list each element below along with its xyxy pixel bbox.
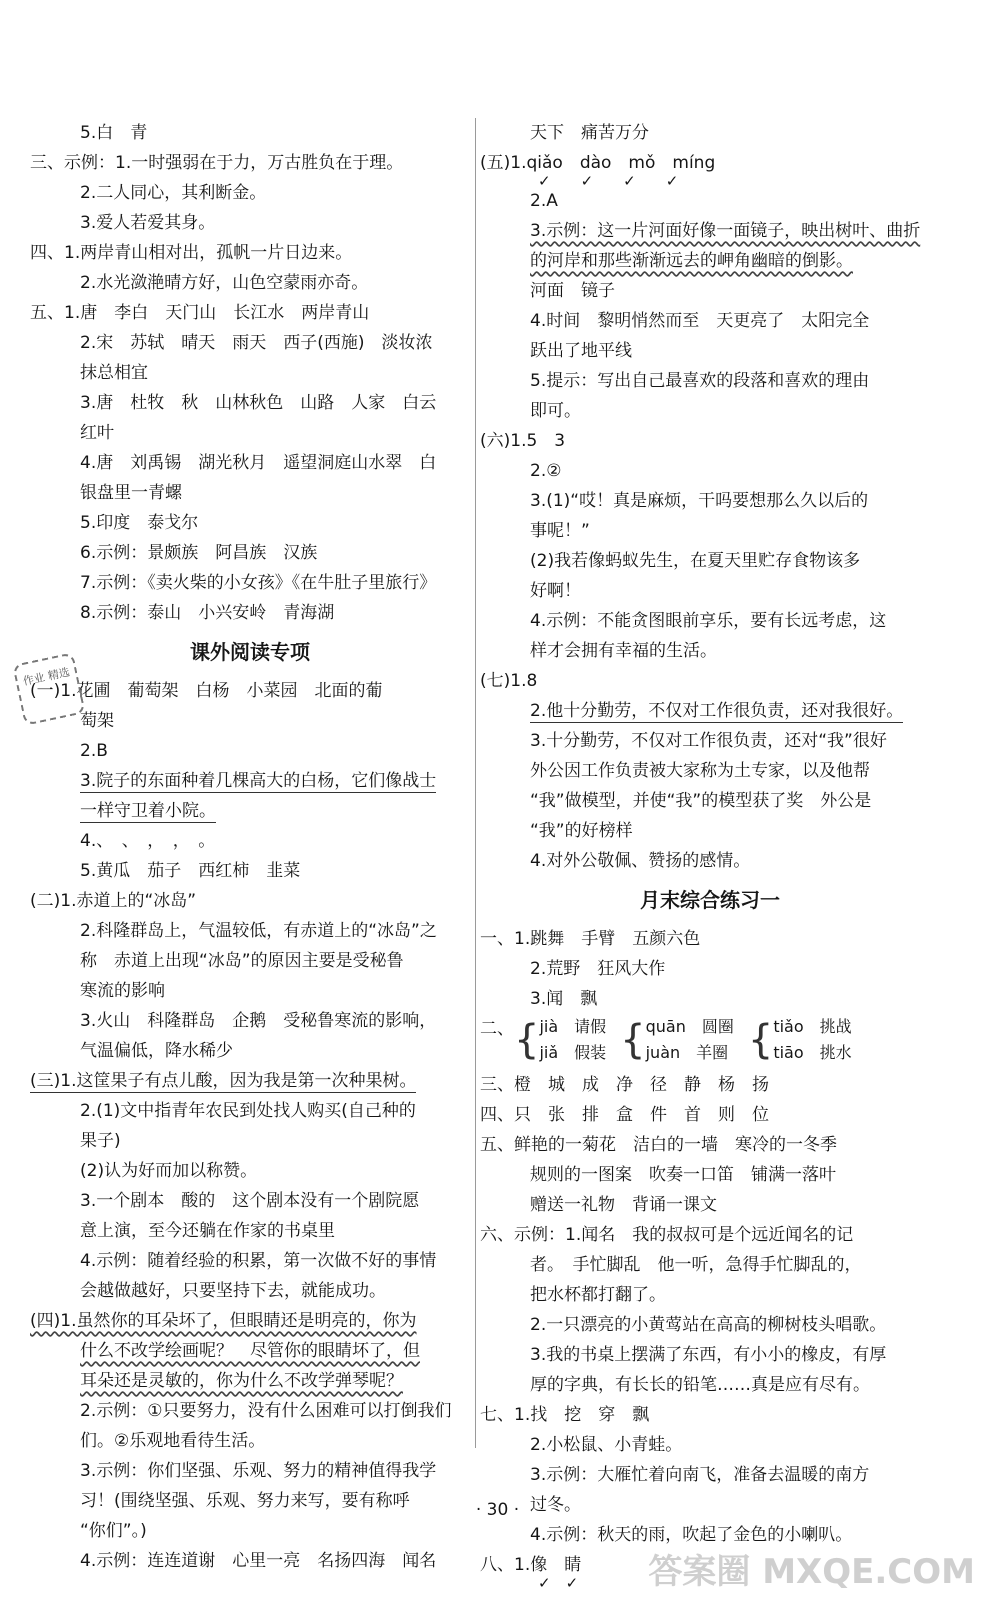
answer-line — [30, 1306, 470, 1336]
answer-line — [480, 1310, 940, 1340]
answer-text: 称 赤道上出现“冰岛”的原因主要是受秘鲁 — [80, 951, 404, 971]
check-marks: ✓ ✓ — [538, 1574, 579, 1592]
answer-text: 3.(1)“哎！真是麻烦，干吗要想那么久以后的 — [530, 491, 869, 511]
answer-line — [30, 478, 470, 508]
answer-text: 一、1.跳舞 手臂 五颜六色 — [480, 929, 701, 949]
answer-line — [480, 696, 940, 726]
answer-text: 外公因工作负责被大家称为土专家，以及他帮 — [530, 761, 870, 781]
brace-icon: { — [747, 1017, 774, 1063]
answer-line — [480, 456, 940, 486]
answer-text: 2.示例：①只要努力，没有什么困难可以打倒我们 — [80, 1401, 452, 1421]
answer-line — [30, 766, 470, 796]
answer-line — [30, 568, 470, 598]
answer-text: 4.示例：秋天的雨，吹起了金色的小喇叭。 — [530, 1525, 853, 1545]
answer-line — [480, 1190, 940, 1220]
pinyin-word: tiāo 挑水 — [773, 1043, 852, 1062]
answer-text: 3.我的书桌上摆满了东西，有小小的橡皮，有厚 — [530, 1345, 887, 1365]
answer-line — [480, 1370, 940, 1400]
answer-line — [30, 706, 470, 736]
answer-text: 五、1.唐 李白 天门山 长江水 两岸青山 — [30, 303, 370, 323]
answer-text: 七、1.找 挖 穿 飘 — [480, 1405, 650, 1425]
answer-text: 2.水光潋滟晴方好，山色空蒙雨亦奇。 — [80, 273, 369, 293]
answer-line — [30, 1366, 470, 1396]
answer-text: 赠送一礼物 背诵一课文 — [530, 1195, 717, 1215]
answer-line — [30, 208, 470, 238]
answer-line — [480, 216, 940, 246]
answer-line — [480, 1430, 940, 1460]
answer-line — [480, 576, 940, 606]
answer-line — [30, 1156, 470, 1186]
answer-line — [30, 1216, 470, 1246]
answer-line — [480, 1070, 940, 1100]
answer-line — [480, 1460, 940, 1490]
answer-text: (一)1.花圃 葡萄架 白杨 小菜园 北面的葡 — [30, 681, 383, 701]
answer-line — [480, 756, 940, 786]
pinyin-brace-group — [748, 1014, 852, 1066]
answer-line — [480, 666, 940, 696]
answer-line — [30, 448, 470, 478]
answer-line — [480, 606, 940, 636]
answer-line — [480, 954, 940, 984]
answer-text: “我”做模型，并使“我”的模型获了奖 外公是 — [530, 791, 872, 811]
answer-text: 5.印度 泰戈尔 — [80, 513, 199, 533]
answer-text: 意上演，至今还躺在作家的书桌里 — [80, 1221, 335, 1241]
answer-text: 3.唐 杜牧 秋 山林秋色 山路 人家 白云 — [80, 393, 437, 413]
answer-line — [480, 1130, 940, 1160]
answer-line — [30, 1246, 470, 1276]
answer-text: 三、示例：1.一时强弱在于力，万古胜负在于理。 — [30, 153, 404, 173]
answer-line — [480, 1014, 940, 1070]
answer-text: 4.示例：不能贪图眼前享乐，要有长远考虑，这 — [530, 611, 887, 631]
answer-line — [480, 636, 940, 666]
answer-line — [30, 268, 470, 298]
answer-text: 的河岸和那些渐渐远去的岬角幽暗的倒影。 — [530, 251, 853, 271]
answer-text: 六、示例：1.闻名 我的叔叔可是个远近闻名的记 — [480, 1225, 854, 1245]
answer-text: 把水杯都打翻了。 — [530, 1285, 666, 1305]
answer-line — [30, 1276, 470, 1306]
answer-text: 天下 痛苦万分 — [530, 123, 649, 143]
answer-line — [30, 826, 470, 856]
answer-line — [30, 598, 470, 628]
answer-line — [30, 1036, 470, 1066]
answer-text: 好啊！ — [530, 581, 581, 601]
column-divider — [475, 118, 476, 1448]
answer-line — [480, 246, 940, 276]
answer-line — [480, 516, 940, 546]
answer-text: 2.小松鼠、小青蛙。 — [530, 1435, 683, 1455]
answer-line — [30, 328, 470, 358]
answer-line — [30, 298, 470, 328]
answer-text: 5.提示：写出自己最喜欢的段落和喜欢的理由 — [530, 371, 870, 391]
answer-text: (2)认为好而加以称赞。 — [80, 1161, 258, 1181]
answer-text: 气温偏低，降水稀少 — [80, 1041, 233, 1061]
answer-line — [30, 118, 470, 148]
answer-text: 八、1.像 睛 — [480, 1555, 582, 1575]
answer-line — [30, 1096, 470, 1126]
answer-line — [30, 736, 470, 766]
answer-text: “你们”。) — [80, 1521, 147, 1541]
pinyin-word: jiǎ 假装 — [539, 1043, 607, 1062]
answer-text: 2.② — [530, 461, 562, 481]
answer-line — [480, 186, 940, 216]
answer-line — [480, 276, 940, 306]
section-heading: 月末综合练习一 — [640, 888, 780, 912]
answer-text: 2.科隆群岛上，气温较低，有赤道上的“冰岛”之 — [80, 921, 437, 941]
check-marks: ✓ ✓ ✓ ✓ — [538, 172, 679, 190]
answer-text: 耳朵还是灵敏的，你为什么不改学弹琴呢？ — [80, 1371, 403, 1391]
right-column — [480, 118, 940, 1592]
answer-text: 3.示例：大雁忙着向南飞，准备去温暖的南方 — [530, 1465, 870, 1485]
answer-text: 样才会拥有幸福的生活。 — [530, 641, 717, 661]
answer-text: 2.一只漂亮的小黄莺站在高高的柳树枝头唱歌。 — [530, 1315, 887, 1335]
pinyin-brace-group — [514, 1014, 606, 1066]
answer-line — [480, 726, 940, 756]
answer-text: 2.荒野 狂风大作 — [530, 959, 666, 979]
answer-text: (六)1.5 3 — [480, 431, 566, 451]
answer-line — [30, 148, 470, 178]
brace-icon: { — [620, 1017, 646, 1063]
answer-line — [30, 358, 470, 388]
answer-text: (2)我若像蚂蚁先生，在夏天里贮存食物该多 — [530, 551, 861, 571]
answer-line — [480, 1250, 940, 1280]
answer-text: 2.A — [530, 191, 558, 211]
answer-text: 2.B — [80, 741, 108, 761]
answer-line — [480, 426, 940, 456]
answer-text: “我”的好榜样 — [530, 821, 633, 841]
section-heading: 课外阅读专项 — [190, 640, 310, 664]
answer-line — [480, 366, 940, 396]
answer-text: 厚的字典，有长长的铅笔……真是应有尽有。 — [530, 1375, 870, 1395]
answer-text: 银盘里一青螺 — [80, 483, 182, 503]
answer-text: 四、1.两岸青山相对出，孤帆一片日边来。 — [30, 243, 353, 263]
answer-text: 3.十分勤劳，不仅对工作很负责，还对“我”很好 — [530, 731, 887, 751]
left-column — [30, 118, 470, 1576]
answer-text: (七)1.8 — [480, 671, 538, 691]
answer-text: 4.时间 黎明悄然而至 天更亮了 太阳完全 — [530, 311, 870, 331]
answer-line — [480, 816, 940, 846]
pinyin-word: juàn 羊圈 — [645, 1043, 729, 1062]
answer-line — [30, 1066, 470, 1096]
answer-text: 2.(1)文中指青年农民到处找人购买(自己种的 — [80, 1101, 416, 1121]
answer-line — [30, 976, 470, 1006]
answer-line — [30, 916, 470, 946]
answer-line — [480, 148, 940, 190]
answer-line — [480, 924, 940, 954]
answer-text: (四)1.虽然你的耳朵坏了，但眼睛还是明亮的，你为 — [30, 1311, 417, 1331]
answer-text: 2.他十分勤劳，不仅对工作很负责，还对我很好。 — [530, 701, 904, 721]
answer-text: 寒流的影响 — [80, 981, 165, 1001]
answer-text: 五、鲜艳的一菊花 洁白的一墙 寒冷的一冬季 — [480, 1135, 837, 1155]
answer-line — [30, 1456, 470, 1486]
answer-text: 一样守卫着小院。 — [80, 801, 216, 821]
answer-line — [480, 1400, 940, 1430]
answer-text: 事呢！” — [530, 521, 590, 541]
answer-line — [480, 336, 940, 366]
answer-line — [30, 1516, 470, 1546]
answer-text: 3.一个剧本 酸的 这个剧本没有一个剧院愿 — [80, 1191, 420, 1211]
page-number: · 30 · — [475, 1500, 520, 1520]
answer-line — [480, 1220, 940, 1250]
answer-text: 会越做越好，只要坚持下去，就能成功。 — [80, 1281, 386, 1301]
answer-text: 们。②乐观地看待生活。 — [80, 1431, 266, 1451]
answer-text: 7.示例：《卖火柴的小女孩》《在牛肚子里旅行》 — [80, 573, 437, 593]
answer-text: 2.宋 苏轼 晴天 雨天 西子(西施) 淡妆浓 — [80, 333, 433, 353]
brace-icon: { — [514, 1017, 540, 1063]
answer-line — [30, 796, 470, 826]
watermark-logo: 答案圈 MXQE.COM — [648, 1552, 975, 1592]
answer-line — [480, 1520, 940, 1550]
answer-line — [30, 388, 470, 418]
answer-line — [30, 538, 470, 568]
answer-text: 三、橙 城 成 净 径 静 杨 扬 — [480, 1075, 769, 1095]
answer-text: 3.闻 飘 — [530, 989, 598, 1009]
answer-line — [480, 1340, 940, 1370]
answer-text: 红叶 — [80, 423, 114, 443]
answer-line — [30, 676, 470, 706]
answer-text: (三)1.这筐果子有点儿酸，因为我是第一次种果树。 — [30, 1071, 417, 1091]
answer-text: 果子) — [80, 1131, 121, 1151]
pinyin-word: jià 请假 — [539, 1017, 607, 1036]
answer-line — [30, 946, 470, 976]
answer-line — [480, 1280, 940, 1310]
answer-line — [30, 178, 470, 208]
answer-line — [480, 1100, 940, 1130]
answer-text: 5.黄瓜 茄子 西红柿 韭菜 — [80, 861, 301, 881]
pinyin-word: quān 圆圈 — [645, 1017, 734, 1036]
answer-text: 河面 镜子 — [530, 281, 615, 301]
answer-text: 4.对外公敬佩、赞扬的感情。 — [530, 851, 751, 871]
answer-text: 3.火山 科隆群岛 企鹅 受秘鲁寒流的影响， — [80, 1011, 437, 1031]
answer-line — [30, 886, 470, 916]
answer-line — [30, 238, 470, 268]
answer-line — [30, 1186, 470, 1216]
answer-text: 8.示例：泰山 小兴安岭 青海湖 — [80, 603, 335, 623]
answer-line — [480, 846, 940, 876]
answer-line — [480, 786, 940, 816]
answer-text: 6.示例：景颇族 阿昌族 汉族 — [80, 543, 318, 563]
answer-text: 过冬。 — [530, 1495, 581, 1515]
answer-text: 3.院子的东面种着几棵高大的白杨，它们像战士 — [80, 771, 437, 791]
answer-line — [30, 1426, 470, 1456]
answer-line — [30, 508, 470, 538]
answer-line — [480, 486, 940, 516]
answer-text: 萄架 — [80, 711, 114, 731]
pinyin-brace-group — [620, 1014, 734, 1066]
answer-text: 抹总相宜 — [80, 363, 148, 383]
answer-text: 4.唐 刘禹锡 湖光秋月 遥望洞庭山水翠 白 — [80, 453, 437, 473]
answer-text: 跃出了地平线 — [530, 341, 632, 361]
answer-text: 2.二人同心，其利断金。 — [80, 183, 267, 203]
answer-line — [480, 546, 940, 576]
answer-line — [30, 1396, 470, 1426]
answer-line — [30, 1546, 470, 1576]
stamp-mark: 作业 精选 — [12, 652, 86, 726]
pinyin-word: tiǎo 挑战 — [773, 1017, 852, 1036]
answer-text: (五)1.qiǎo dào mǒ míng — [480, 153, 716, 173]
answer-line — [480, 396, 940, 426]
answer-text: 规则的一图案 吹奏一口笛 铺满一落叶 — [530, 1165, 836, 1185]
answer-line — [30, 418, 470, 448]
answer-text: (二)1.赤道上的“冰岛” — [30, 891, 197, 911]
answer-text: 3.示例：这一片河面好像一面镜子，映出树叶、曲折 — [530, 221, 921, 241]
answer-text: 4.示例：连连道谢 心里一亮 名扬四海 闻名 — [80, 1551, 437, 1571]
answer-text: 什么不改学绘画呢？ 尽管你的眼睛坏了，但 — [80, 1341, 420, 1361]
answer-line — [30, 1126, 470, 1156]
answer-line — [480, 1160, 940, 1190]
answer-line — [480, 984, 940, 1014]
answer-text: 4.、 、 ， ， 。 — [80, 831, 216, 851]
answer-text: 4.示例：随着经验的积累，第一次做不好的事情 — [80, 1251, 437, 1271]
answer-line — [30, 856, 470, 886]
answer-text: 习！(围绕坚强、乐观、努力来写，要有称呼 — [80, 1491, 410, 1511]
answer-line — [480, 306, 940, 336]
answer-text: 5.白 青 — [80, 123, 148, 143]
answer-text: 二、 — [480, 1019, 514, 1039]
answer-text: 3.爱人若爱其身。 — [80, 213, 216, 233]
answer-text: 四、只 张 排 盒 件 首 则 位 — [480, 1105, 769, 1125]
answer-text: 者。 手忙脚乱 他一听，急得手忙脚乱的， — [530, 1255, 862, 1275]
answer-line — [480, 118, 940, 148]
answer-line — [30, 1336, 470, 1366]
answer-text: 即可。 — [530, 401, 581, 421]
answer-line — [30, 1006, 470, 1036]
answer-text: 3.示例：你们坚强、乐观、努力的精神值得我学 — [80, 1461, 437, 1481]
